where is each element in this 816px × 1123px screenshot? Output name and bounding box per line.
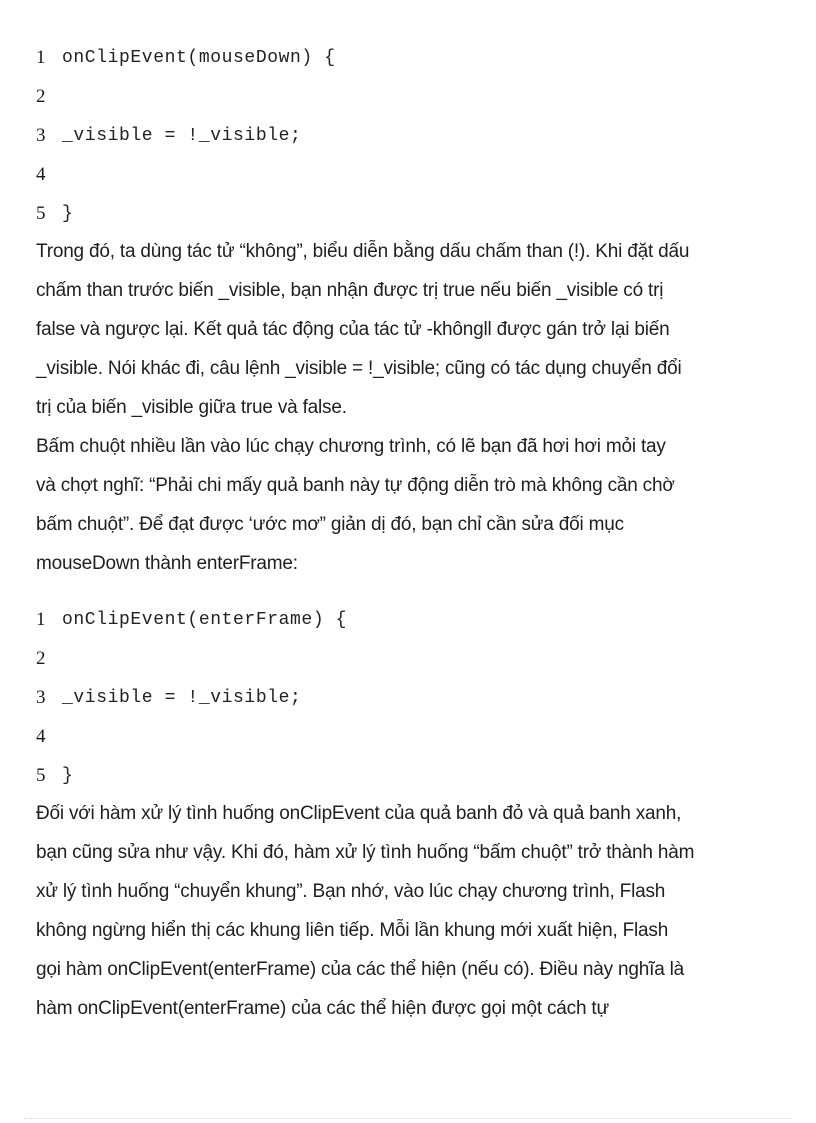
paragraph-3-line: không ngừng hiển thị các khung liên tiếp. Mỗi lần khung mới xuất hiện, Flash <box>36 920 669 941</box>
code-line <box>36 717 776 756</box>
line-number: 3 <box>36 686 46 708</box>
code-block-enterframe <box>36 600 776 795</box>
code-line <box>36 155 776 194</box>
code-line <box>36 678 776 717</box>
line-number: 2 <box>36 85 46 107</box>
paragraph-2-line: và chợt nghĩ: “Phải chi mấy quả banh này tự động diễn trò mà không cần chờ <box>36 475 675 496</box>
paragraph-3-line: gọi hàm onClipEvent(enterFrame) của các thể hiện (nếu có). Điều này nghĩa là <box>36 959 685 980</box>
code-text: onClipEvent(enterFrame) { <box>62 609 348 630</box>
line-number: 1 <box>36 608 46 630</box>
paragraph-1-line: trị của biến _visible giữa true và false. <box>36 397 347 418</box>
code-text: } <box>62 765 74 786</box>
paragraph-2-line: mouseDown thành enterFrame: <box>36 553 298 574</box>
line-number: 1 <box>36 46 46 68</box>
paragraph-1-line: _visible. Nói khác đi, câu lệnh _visible = !_visible; cũng có tác dụng chuyển đổi <box>36 358 682 379</box>
code-line <box>36 116 776 155</box>
code-text: _visible = !_visible; <box>62 125 302 146</box>
paragraph-2-line: bấm chuột”. Để đạt được ‘ước mơ” giản dị đó, bạn chỉ cần sửa đối mục <box>36 514 624 535</box>
line-number: 4 <box>36 163 46 185</box>
prose-section-1 <box>36 232 786 583</box>
line-number: 3 <box>36 124 46 146</box>
line-number: 4 <box>36 725 46 747</box>
line-number: 5 <box>36 202 46 224</box>
paragraph-3-line: Đối với hàm xử lý tình huống onClipEvent của quả banh đỏ và quả banh xanh, <box>36 803 682 824</box>
paragraph-1-line: chấm than trước biến _visible, bạn nhận được trị true nếu biến _visible có trị <box>36 280 664 301</box>
code-line <box>36 639 776 678</box>
code-line <box>36 77 776 116</box>
code-block-mousedown <box>36 38 776 233</box>
code-line <box>36 756 776 795</box>
paragraph-1-line: Trong đó, ta dùng tác tử “không”, biểu diễn bằng dấu chấm than (!). Khi đặt dấu <box>36 241 690 262</box>
code-line <box>36 38 776 77</box>
line-number: 2 <box>36 647 46 669</box>
paragraph-2-line: Bấm chuột nhiều lần vào lúc chạy chương trình, có lẽ bạn đã hơi hơi mỏi tay <box>36 436 666 457</box>
line-number: 5 <box>36 764 46 786</box>
paragraph-1-line: false và ngược lại. Kết quả tác động của tác tử -khôngll được gán trở lại biến <box>36 319 670 340</box>
prose-section-2 <box>36 794 786 1028</box>
paragraph-3-line: xử lý tình huống “chuyển khung”. Bạn nhớ, vào lúc chạy chương trình, Flash <box>36 881 666 902</box>
paragraph-3-line: bạn cũng sửa như vậy. Khi đó, hàm xử lý tình huống “bấm chuột” trở thành hàm <box>36 842 695 863</box>
code-text: } <box>62 203 74 224</box>
page-bottom-divider <box>24 1118 792 1119</box>
paragraph-3-line: hàm onClipEvent(enterFrame) của các thể hiện được gọi một cách tự <box>36 998 609 1019</box>
code-line <box>36 600 776 639</box>
code-line <box>36 194 776 233</box>
code-text: _visible = !_visible; <box>62 687 302 708</box>
code-text: onClipEvent(mouseDown) { <box>62 47 336 68</box>
